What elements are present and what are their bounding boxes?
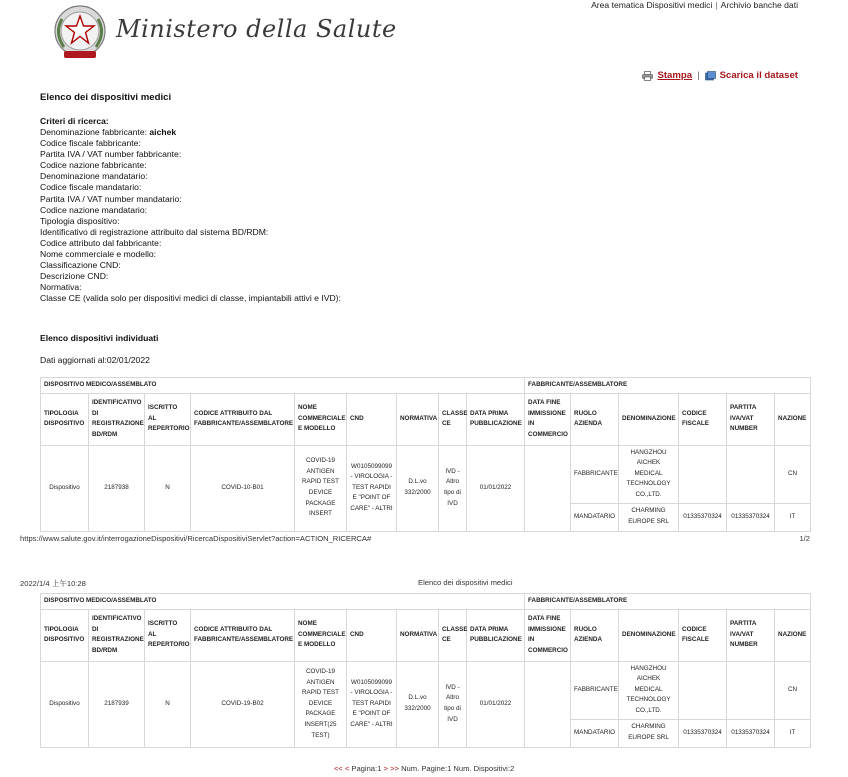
- top-link-archivio[interactable]: Archivio banche dati: [720, 0, 798, 10]
- criteria-line: Partita IVA / VAT number fabbricante:: [40, 149, 182, 160]
- criteria-line: Codice nazione fabbricante:: [40, 160, 147, 171]
- cell-ruolo: FABBRICANTE: [571, 445, 619, 503]
- criteria-line: Denominazione mandatario:: [40, 171, 148, 182]
- column-header: IDENTIFICATIVO DI REGISTRAZIONE BD/RDM: [89, 609, 145, 661]
- cell-data-prima: 01/01/2022: [467, 445, 525, 531]
- cell-ruolo: MANDATARIO: [571, 503, 619, 531]
- top-links: [591, 0, 798, 10]
- criteria-line: Tipologia dispositivo:: [40, 215, 120, 226]
- cell-normativa: D.L.vo 332/2000: [397, 445, 439, 531]
- cell-iscritto: N: [145, 661, 191, 747]
- separator: |: [697, 70, 700, 81]
- print-header-title: Elenco dei dispositivi medici: [418, 578, 513, 587]
- column-header: DATA FINE IMMISSIONE IN COMMERCIO: [525, 393, 571, 445]
- column-header: NOME COMMERCIALE E MODELLO: [295, 393, 347, 445]
- table-row: [41, 445, 811, 503]
- column-header: CODICE FISCALE: [679, 609, 727, 661]
- page-label: Pagina:: [351, 764, 378, 773]
- criteria-line: Codice attributo dal fabbricante:: [40, 237, 162, 248]
- group-header-device: DISPOSITIVO MEDICO/ASSEMBLATO: [41, 378, 525, 394]
- column-header: CLASSE CE: [439, 393, 467, 445]
- column-header: DATA PRIMA PUBBLICAZIONE: [467, 393, 525, 445]
- cell-nazione: IT: [775, 503, 811, 531]
- cell-codice: COVID-19-B02: [191, 661, 295, 747]
- column-header: NOME COMMERCIALE E MODELLO: [295, 609, 347, 661]
- criteria-list: [40, 127, 341, 305]
- criteria-line: Classe CE (valida solo per dispositivi medici di classe, impiantabili attivi e IVD):: [40, 293, 341, 304]
- column-header: IDENTIFICATIVO DI REGISTRAZIONE BD/RDM: [89, 393, 145, 445]
- cell-nazione: CN: [775, 445, 811, 503]
- cell-data-prima: 01/01/2022: [467, 661, 525, 747]
- cell-partita-iva: [727, 661, 775, 719]
- cell-iscritto: N: [145, 445, 191, 531]
- criteria-line: Codice fiscale mandatario:: [40, 182, 142, 193]
- first-page-link[interactable]: <<: [333, 764, 343, 773]
- cell-nome: COVID-19 ANTIGEN RAPID TEST DEVICE PACKAGE INSERT(25 TEST): [295, 661, 347, 747]
- criteria-line: Normativa:: [40, 282, 82, 293]
- column-header: CND: [347, 393, 397, 445]
- separator: |: [715, 0, 718, 10]
- group-header-manufacturer: FABBRICANTE/ASSEMBLATORE: [525, 594, 811, 610]
- logo-text: Ministero della Salute: [116, 15, 397, 43]
- cell-identificativo: 2187938: [89, 445, 145, 531]
- cell-nome: COVID-19 ANTIGEN RAPID TEST DEVICE PACKAGE INSERT: [295, 445, 347, 531]
- cell-classe: IVD - Altro tipo di IVD: [439, 661, 467, 747]
- cell-codice: COVID-10-B01: [191, 445, 295, 531]
- cell-denominazione: CHARMING EUROPE SRL: [619, 719, 679, 747]
- cell-nazione: CN: [775, 661, 811, 719]
- cell-denominazione: HANGZHOU AICHEK MEDICAL TECHNOLOGY CO.,LTD.: [619, 445, 679, 503]
- column-header: ISCRITTO AL REPERTORIO: [145, 609, 191, 661]
- group-header-manufacturer: FABBRICANTE/ASSEMBLATORE: [525, 378, 811, 394]
- table-row: [41, 661, 811, 719]
- download-dataset-link[interactable]: Scarica il dataset: [719, 70, 798, 81]
- italian-emblem-icon: [50, 3, 110, 61]
- page-actions: [642, 70, 798, 81]
- cell-codice-fiscale: 01335370324: [679, 503, 727, 531]
- column-header: TIPOLOGIA DISPOSITIVO: [41, 393, 89, 445]
- top-link-area-tematica[interactable]: Area tematica Dispositivi medici: [591, 0, 713, 10]
- results-table-continued: [40, 593, 811, 748]
- column-header: DENOMINAZIONE: [619, 393, 679, 445]
- criteria-heading: Criteri di ricerca:: [40, 116, 109, 126]
- column-header: CLASSE CE: [439, 609, 467, 661]
- cell-cnd: W0105099099 - VIROLOGIA - TEST RAPIDI E "POINT OF CARE" - ALTRI: [347, 661, 397, 747]
- criteria-line: Classificazione CND:: [40, 260, 121, 271]
- print-footer-page-number: 1/2: [799, 534, 810, 543]
- column-header: NAZIONE: [775, 393, 811, 445]
- cell-data-fine: [525, 661, 571, 747]
- cell-normativa: D.L.vo 332/2000: [397, 661, 439, 747]
- data-updated-label: Dati aggiornati al:02/01/2022: [40, 355, 150, 365]
- last-page-link[interactable]: >>: [390, 764, 399, 773]
- criteria-value: aichek: [149, 127, 177, 137]
- column-header: NAZIONE: [775, 609, 811, 661]
- cell-partita-iva: 01335370324: [727, 719, 775, 747]
- column-header: TIPOLOGIA DISPOSITIVO: [41, 609, 89, 661]
- print-footer-url: https://www.salute.gov.it/interrogazioneDispositivi/RicercaDispositiviServlet?action=ACTION_RICERCA#: [20, 534, 372, 543]
- next-page-link[interactable]: >: [383, 764, 388, 773]
- column-header: CODICE ATTRIBUITO DAL FABBRICANTE/ASSEMBLATORE: [191, 393, 295, 445]
- cell-codice-fiscale: [679, 445, 727, 503]
- cell-ruolo: MANDATARIO: [571, 719, 619, 747]
- column-header: NORMATIVA: [397, 393, 439, 445]
- column-header: RUOLO AZIENDA: [571, 393, 619, 445]
- cell-tipologia: Dispositivo: [41, 445, 89, 531]
- criteria-line: Descrizione CND:: [40, 271, 109, 282]
- cell-codice-fiscale: [679, 661, 727, 719]
- criteria-line: Codice fiscale fabbricante:: [40, 138, 141, 149]
- column-header: ISCRITTO AL REPERTORIO: [145, 393, 191, 445]
- cell-classe: IVD - Altro tipo di IVD: [439, 445, 467, 531]
- print-header-date: 2022/1/4 上午10:28: [20, 579, 86, 588]
- column-header: CND: [347, 609, 397, 661]
- column-header: NORMATIVA: [397, 609, 439, 661]
- cell-nazione: IT: [775, 719, 811, 747]
- column-header: CODICE FISCALE: [679, 393, 727, 445]
- pagination-summary: Num. Pagine:1 Num. Dispositivi:2: [401, 764, 515, 773]
- criteria-line: Codice nazione mandatario:: [40, 204, 148, 215]
- column-header: CODICE ATTRIBUITO DAL FABBRICANTE/ASSEMBLATORE: [191, 609, 295, 661]
- column-header: DATA PRIMA PUBBLICAZIONE: [467, 609, 525, 661]
- column-header: RUOLO AZIENDA: [571, 609, 619, 661]
- criteria-line: Identificativo di registrazione attribuito dal sistema BD/RDM:: [40, 226, 269, 237]
- prev-page-link[interactable]: <: [344, 764, 350, 773]
- page-title: Elenco dei dispositivi medici: [40, 92, 172, 103]
- criteria-line: Nome commerciale e modello:: [40, 249, 157, 260]
- printer-icon[interactable]: [642, 71, 653, 81]
- results-table: [40, 377, 811, 532]
- column-header: PARTITA IVA/VAT NUMBER: [727, 609, 775, 661]
- cell-denominazione: CHARMING EUROPE SRL: [619, 503, 679, 531]
- criteria-line: Denominazione fabbricante: aichek: [40, 127, 177, 137]
- group-header-device: DISPOSITIVO MEDICO/ASSEMBLATO: [41, 594, 525, 610]
- print-link[interactable]: Stampa: [657, 70, 693, 81]
- cell-ruolo: FABBRICANTE: [571, 661, 619, 719]
- cell-partita-iva: [727, 445, 775, 503]
- cell-codice-fiscale: 01335370324: [679, 719, 727, 747]
- cell-denominazione: HANGZHOU AICHEK MEDICAL TECHNOLOGY CO.,LTD.: [619, 661, 679, 719]
- cell-cnd: W0105099099 - VIROLOGIA - TEST RAPIDI E "POINT OF CARE" - ALTRI: [347, 445, 397, 531]
- cell-data-fine: [525, 445, 571, 531]
- ministry-logo[interactable]: [50, 3, 397, 61]
- cell-partita-iva: 01335370324: [727, 503, 775, 531]
- results-heading: Elenco dispositivi individuati: [40, 333, 159, 343]
- cell-tipologia: Dispositivo: [41, 661, 89, 747]
- criteria-line: Partita IVA / VAT number mandatario:: [40, 193, 182, 204]
- column-header: PARTITA IVA/VAT NUMBER: [727, 393, 775, 445]
- pagination: [0, 764, 848, 773]
- column-header: DENOMINAZIONE: [619, 609, 679, 661]
- cell-identificativo: 2187939: [89, 661, 145, 747]
- current-page: 1: [377, 764, 382, 773]
- column-header: DATA FINE IMMISSIONE IN COMMERCIO: [525, 609, 571, 661]
- download-dataset-icon[interactable]: [705, 71, 716, 81]
